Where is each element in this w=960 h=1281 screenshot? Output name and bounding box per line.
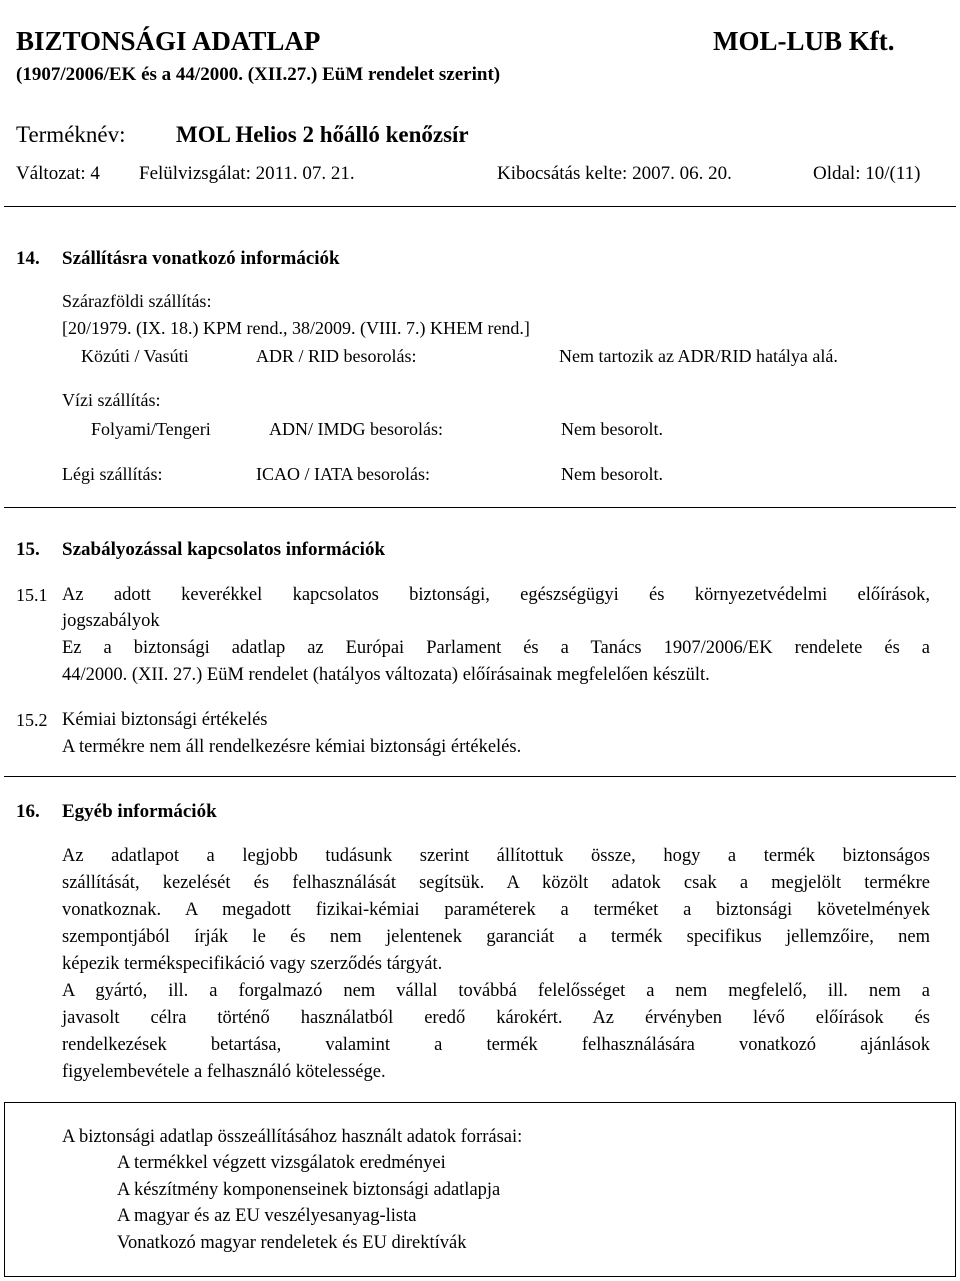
product-name: MOL Helios 2 hőálló kenőzsír (176, 122, 469, 147)
source-item: Vonatkozó magyar rendeletek és EU direktívák (117, 1233, 467, 1253)
adn-imdg-classification-label: ADN/ IMDG besorolás: (269, 419, 443, 439)
section-14-divider (4, 507, 956, 508)
section-16-paragraph-line: javasolt célra történő használatból eredő károkért. Az érvényben lévő előírások és (62, 1008, 930, 1028)
section-16-paragraph-line: Az adatlapot a legjobb tudásunk szerint állítottuk össze, hogy a termék biztonságos (62, 846, 930, 866)
issue-date: Kibocsátás kelte: 2007. 06. 20. (497, 163, 732, 184)
section-16-paragraph-line: képezik termékspecifikáció vagy szerződés tárgyát. (62, 954, 443, 974)
page-right-border (955, 1102, 956, 1276)
section-16-paragraph-line: szállítását, kezelését és felhasználását segítsük. A közölt adatok csak a megjelölt termékre (62, 873, 930, 893)
version: Változat: 4 (16, 163, 100, 184)
safety-data-sheet-page (4, 0, 956, 1281)
land-transport-regulation: [20/1979. (IX. 18.) KPM rend., 38/2009. (VIII. 7.) KHEM rend.] (62, 318, 530, 338)
section-16-paragraph-line: rendelkezések betartása, valamint a termék felhasználására vonatkozó ajánlások (62, 1035, 930, 1055)
page-bottom-border (4, 1276, 956, 1277)
source-item: A magyar és az EU veszélyesanyag-lista (117, 1206, 417, 1226)
road-rail-label: Közúti / Vasúti (81, 346, 189, 366)
subsection-15-1-line-4: 44/2000. (XII. 27.) EüM rendelet (hatályos változata) előírásainak megfelelően készült. (62, 665, 710, 685)
section-16-number: 16. (16, 801, 40, 822)
water-transport-label: Vízi szállítás: (62, 390, 161, 410)
sources-title: A biztonsági adatlap összeállításához használt adatok forrásai: (62, 1127, 523, 1147)
document-title: BIZTONSÁGI ADATLAP (16, 26, 321, 56)
section-16-divider (4, 1102, 956, 1103)
icao-iata-classification-label: ICAO / IATA besorolás: (256, 464, 431, 484)
section-15-divider (4, 776, 956, 777)
page-number: Oldal: 10/(11) (813, 163, 921, 184)
source-item: A termékkel végzett vizsgálatok eredményei (117, 1153, 446, 1173)
section-16-paragraph-line: figyelembevétele a felhasználó kötelessége. (62, 1062, 386, 1082)
subsection-15-1-line-3: Ez a biztonsági adatlap az Európai Parlament és a Tanács 1907/2006/EK rendelete és a (62, 638, 930, 658)
subsection-15-1-line-1: Az adott keverékkel kapcsolatos biztonsági, egészségügyi és környezetvédelmi előírások, (62, 585, 930, 605)
section-16-paragraph-line: szempontjából írják le és nem jelentenek garanciát a termék specifikus jellemzőire, nem (62, 927, 930, 947)
subsection-15-2-text: A termékre nem áll rendelkezésre kémiai biztonsági értékelés. (62, 737, 522, 757)
adn-imdg-classification-value: Nem besorolt. (561, 419, 663, 439)
company-name: MOL-LUB Kft. (713, 26, 895, 56)
section-16-paragraph-line: A gyártó, ill. a forgalmazó nem vállal továbbá felelősséget a nem megfelelő, ill. nem a (62, 981, 930, 1001)
section-14-number: 14. (16, 248, 40, 269)
section-16-title: Egyéb információk (62, 801, 217, 822)
header-divider (4, 206, 956, 207)
page-left-border (4, 1102, 5, 1276)
subsection-15-1-number: 15.1 (16, 585, 48, 605)
source-item: A készítmény komponenseinek biztonsági adatlapja (117, 1180, 501, 1200)
product-label: Terméknév: (16, 122, 126, 147)
section-15-number: 15. (16, 539, 40, 560)
revision-date: Felülvizsgálat: 2011. 07. 21. (139, 163, 355, 184)
land-transport-label: Szárazföldi szállítás: (62, 291, 212, 311)
icao-iata-classification-value: Nem besorolt. (561, 464, 663, 484)
document-subtitle: (1907/2006/EK és a 44/2000. (XII.27.) EüM rendelet szerint) (16, 64, 501, 85)
subsection-15-2-title: Kémiai biztonsági értékelés (62, 710, 268, 730)
section-14-title: Szállításra vonatkozó információk (62, 248, 340, 269)
river-sea-label: Folyami/Tengeri (91, 419, 211, 439)
section-15-title: Szabályozással kapcsolatos információk (62, 539, 386, 560)
subsection-15-2-number: 15.2 (16, 710, 48, 730)
section-16-paragraph-line: vonatkoznak. A megadott fizikai-kémiai paraméterek a terméket a biztonsági követelmények (62, 900, 930, 920)
air-transport-label: Légi szállítás: (62, 464, 163, 484)
subsection-15-1-line-2: jogszabályok (62, 611, 160, 631)
adr-rid-classification-value: Nem tartozik az ADR/RID hatálya alá. (559, 346, 838, 366)
adr-rid-classification-label: ADR / RID besorolás: (256, 346, 417, 366)
